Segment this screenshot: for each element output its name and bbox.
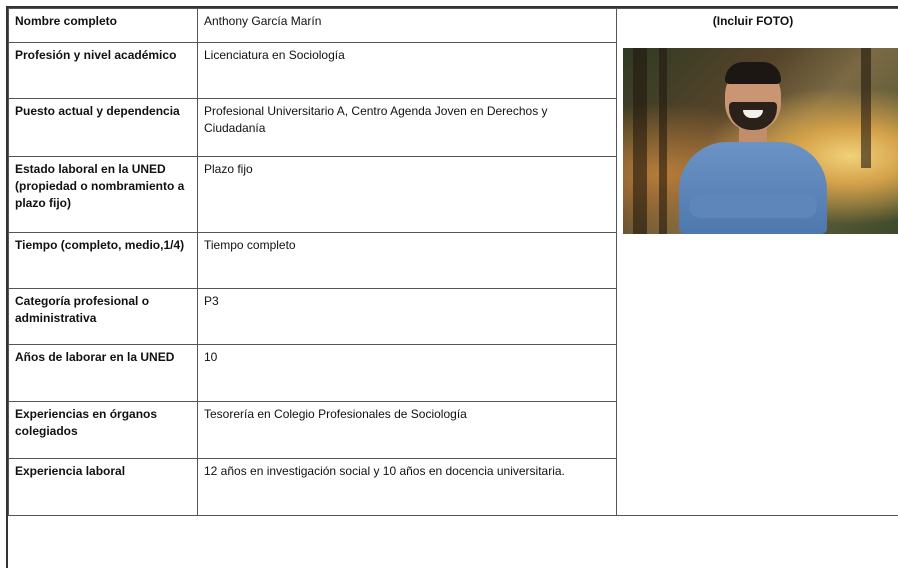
row-value: Profesional Universitario A, Centro Agenda Joven en Derechos y Ciudadanía [198,99,617,157]
row-label: Tiempo (completo, medio,1/4) [9,233,198,289]
row-label: Estado laboral en la UNED (propiedad o nombramiento a plazo fijo) [9,157,198,233]
row-value: 12 años en investigación social y 10 años en docencia universitaria. [198,459,617,516]
row-label: Experiencias en órganos colegiados [9,402,198,459]
row-label: Puesto actual y dependencia [9,99,198,157]
photo-cell [617,9,898,516]
photo-heading: (Incluir FOTO) [623,13,883,30]
row-value: Tiempo completo [198,233,617,289]
row-value: Licenciatura en Sociología [198,43,617,99]
row-value: Plazo fijo [198,157,617,233]
row-label: Profesión y nivel académico [9,43,198,99]
row-value: 10 [198,345,617,402]
row-label: Categoría profesional o administrativa [9,289,198,345]
row-value: Tesorería en Colegio Profesionales de Sociología [198,402,617,459]
row-label: Experiencia laboral [9,459,198,516]
table-row [9,9,898,43]
row-label: Años de laborar en la UNED [9,345,198,402]
row-label: Nombre completo [9,9,198,43]
cv-table [8,8,898,516]
row-value: P3 [198,289,617,345]
profile-photo [623,48,898,234]
row-value: Anthony García Marín [198,9,617,43]
